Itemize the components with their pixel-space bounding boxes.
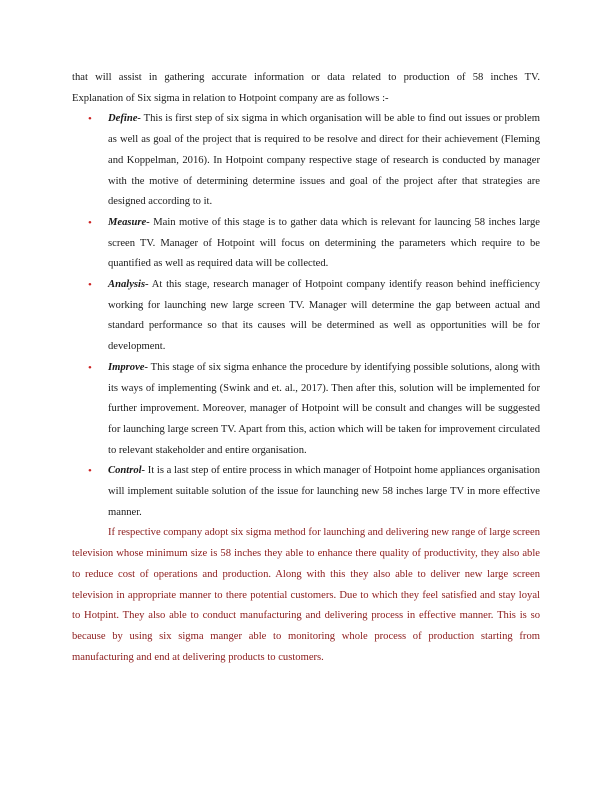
step-term: Define- bbox=[108, 113, 141, 125]
intro-line-1: that will assist in gathering accurate information or data related to production of 58 inches TV. bbox=[72, 72, 540, 83]
bullet-icon: • bbox=[88, 279, 92, 292]
six-sigma-steps-list bbox=[72, 109, 540, 523]
conclusion-paragraph: If respective company adopt six sigma method for launching and delivering new range of large screen television whose minimum size is 58 inches they able to enhance there quality of productivity, they also able to reduce cost of operations and production. Along with this they also able to deliver new large screen television in appropriate manner to there potential customers. Due to which they feel satisfied and stay loyal to Hotpint. They also able to conduct manufacturing and delivering process in effective manner. This is so because by using six sigma manger able to monitoring whole process of production starting from manufacturing and end at delivering products to customers. bbox=[72, 527, 540, 663]
list-item-control bbox=[72, 461, 540, 523]
list-item-measure bbox=[72, 213, 540, 275]
step-text: This is first step of six sigma in which organisation will be able to find out issues or problem as well as goal of the project that is required to be resolve and direct for their achievement (Fleming and Koppelman, 2016). In Hotpoint company respective stage of research is conducted by manager with the motive of determining determine issues and goal of the project after that strategies are designed according to it. bbox=[108, 113, 540, 208]
step-term: Analysis- bbox=[108, 279, 149, 291]
step-term: Control- bbox=[108, 465, 146, 477]
step-text: At this stage, research manager of Hotpoint company identify reason behind inefficiency working for launching new large screen TV. Manager will determine the gap between actual and standard performance so that its causes will be determined as well as opportunities will be for development. bbox=[108, 279, 540, 353]
step-text: Main motive of this stage is to gather data which is relevant for launcing 58 inches large screen TV. Manager of Hotpoint will focus on determining the parameters which require to be quantified as well as required data will be collected. bbox=[108, 216, 540, 270]
page-content bbox=[72, 68, 540, 668]
list-item-improve bbox=[72, 358, 540, 462]
bullet-icon: • bbox=[88, 465, 92, 478]
step-text: This stage of six sigma enhance the procedure by identifying possible solutions, along with its ways of implementing (Swink and et. al., 2017). Then after this, solution will be implemented for further improvement. Moreover, manager of Hotpoint will be consult and changes will be suggested for launching large screen TV. Apart from this, action which will be taken for improvement circulated to relevant stakeholder and entire organisation. bbox=[108, 361, 540, 456]
bullet-icon: • bbox=[88, 361, 92, 374]
step-text: It is a last step of entire process in which manager of Hotpoint home appliances organisation will implement suitable solution of the issue for launching new 58 inches large TV in more effective manner. bbox=[108, 465, 540, 518]
list-item-define bbox=[72, 109, 540, 213]
list-item-analysis bbox=[72, 275, 540, 358]
bullet-icon: • bbox=[88, 216, 92, 229]
bullet-icon: • bbox=[88, 113, 92, 126]
intro-line-2: Explanation of Six sigma in relation to Hotpoint company are as follows :- bbox=[72, 92, 389, 104]
intro-text bbox=[72, 68, 540, 109]
step-term: Measure- bbox=[108, 216, 150, 228]
step-term: Improve- bbox=[108, 361, 149, 373]
